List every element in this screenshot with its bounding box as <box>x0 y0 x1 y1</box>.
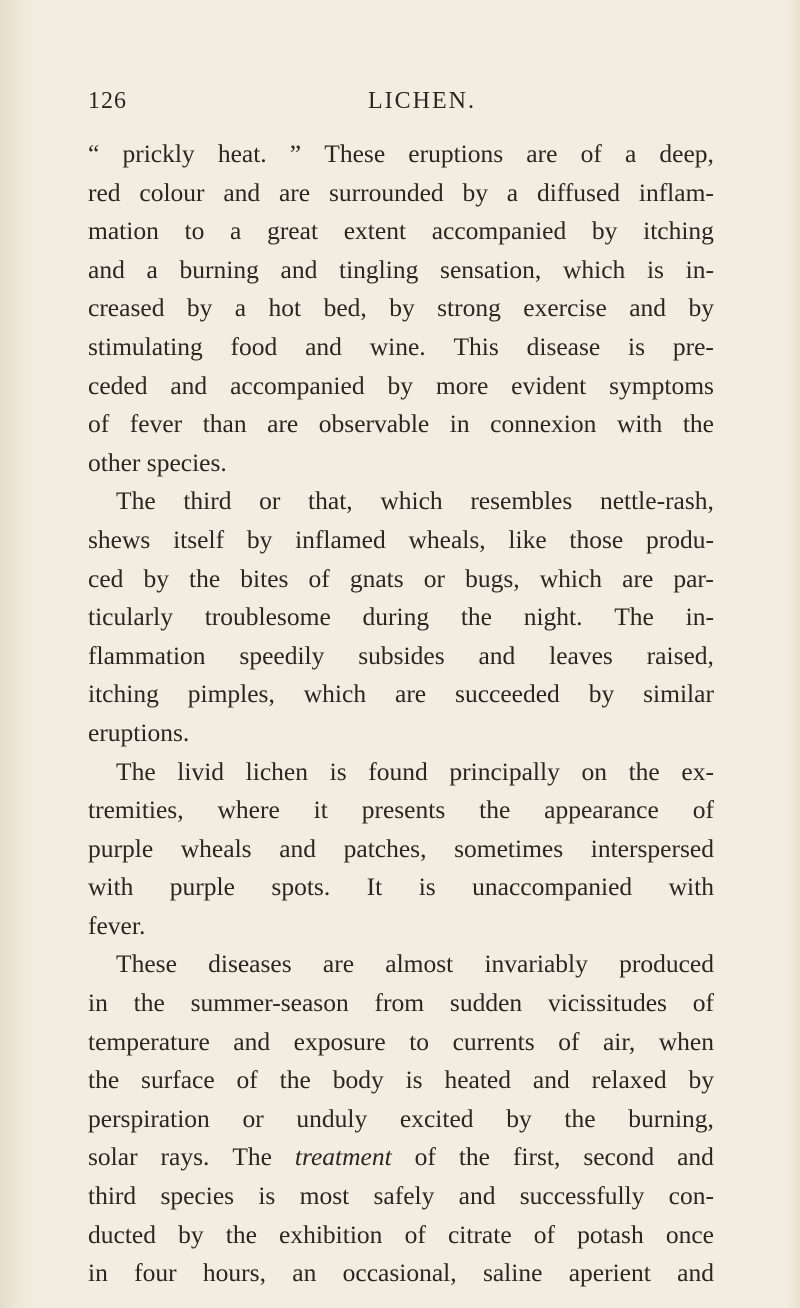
word: succeeded <box>455 679 560 709</box>
word: bed, <box>323 293 367 323</box>
word: invariably <box>484 949 588 979</box>
text-line <box>88 598 714 637</box>
word: aperient <box>568 1258 651 1288</box>
word: gnats <box>349 563 404 593</box>
word: par- <box>673 563 714 593</box>
word: by <box>178 1219 204 1249</box>
word: diffused <box>536 177 621 207</box>
word: solar <box>88 1142 138 1172</box>
text-line <box>88 367 714 406</box>
word: by <box>387 370 413 400</box>
word: wheals <box>180 833 252 863</box>
text-line <box>88 1216 714 1255</box>
word: and <box>305 331 342 361</box>
word: This <box>453 331 499 361</box>
word: species <box>160 1181 235 1211</box>
word: excited <box>399 1103 474 1133</box>
word: ” <box>289 139 302 168</box>
word: unduly <box>296 1103 368 1133</box>
word: The <box>116 486 156 516</box>
word: by <box>143 563 169 593</box>
word: heated <box>444 1065 511 1095</box>
word: are <box>278 177 311 207</box>
word: wheals, <box>408 524 486 554</box>
word: leaves <box>549 640 613 670</box>
word: a <box>230 216 242 246</box>
word: The <box>116 756 156 786</box>
word: and <box>233 1026 271 1056</box>
word: is <box>329 756 347 786</box>
word: a <box>146 254 158 284</box>
word: a <box>506 177 519 207</box>
word: of <box>88 409 110 439</box>
word: in- <box>685 602 714 632</box>
body-text <box>88 135 714 1293</box>
word: produced <box>619 949 714 979</box>
text-line <box>88 753 714 792</box>
word: a <box>624 139 637 168</box>
text-line <box>88 251 714 290</box>
word: fever <box>129 409 183 439</box>
word: to <box>184 216 205 246</box>
word: bugs, <box>465 563 520 593</box>
word: flammation <box>88 640 206 670</box>
word: safely <box>373 1181 435 1211</box>
text-line <box>88 907 714 946</box>
word: third <box>88 1181 137 1211</box>
text-line <box>88 212 714 251</box>
word: the <box>133 988 165 1018</box>
word: “ <box>88 139 100 168</box>
word: perspiration <box>88 1103 210 1133</box>
word: relaxed <box>591 1065 667 1095</box>
word: temperature <box>88 1026 210 1056</box>
word: once <box>665 1219 714 1249</box>
word: which <box>303 679 367 709</box>
word: the <box>458 1142 490 1172</box>
word: inflamed <box>295 524 386 554</box>
word: These <box>324 139 386 168</box>
word: produ- <box>646 524 714 554</box>
word: by <box>591 216 618 246</box>
text-line <box>88 1023 714 1062</box>
word: resembles <box>470 486 573 516</box>
word: purple <box>88 833 154 863</box>
word: night. <box>523 602 583 632</box>
word: by <box>462 177 488 207</box>
text-line <box>88 560 714 599</box>
word: colour <box>139 177 205 207</box>
word: which <box>380 486 443 516</box>
word: similar <box>643 679 714 709</box>
text-line <box>88 174 714 213</box>
word: appearance <box>544 795 659 825</box>
text-line <box>88 1177 714 1216</box>
word: the <box>279 1065 311 1095</box>
word: tremities, <box>88 795 184 825</box>
word: observable <box>318 409 430 439</box>
word: by <box>588 679 615 709</box>
word: where <box>217 795 280 825</box>
word: connexion <box>490 409 597 439</box>
word: food <box>230 331 278 361</box>
word: The <box>232 1142 272 1172</box>
word: sensation, <box>440 254 542 284</box>
text-line <box>88 328 714 367</box>
word: disease <box>526 331 601 361</box>
word: of <box>533 1219 556 1249</box>
word: of <box>404 1219 426 1249</box>
word: surface <box>141 1065 215 1095</box>
word: deep, <box>659 139 714 168</box>
text-line <box>88 868 714 907</box>
word: mation <box>88 216 159 246</box>
text-line <box>88 444 714 483</box>
word: sudden <box>449 988 523 1018</box>
word: presents <box>361 795 446 825</box>
word: more <box>435 370 489 400</box>
text-line <box>88 830 714 869</box>
page-gutter-shadow <box>0 0 36 1308</box>
word: to <box>409 1026 430 1056</box>
word: is <box>646 254 664 284</box>
word: ceded <box>88 370 148 400</box>
word: and <box>280 254 318 284</box>
word: eruptions <box>408 139 504 168</box>
word: than <box>202 409 247 439</box>
word: accompanied <box>431 216 567 246</box>
word: the <box>225 1219 257 1249</box>
word: red <box>88 177 121 207</box>
word: it <box>313 795 328 825</box>
word: nettle-rash, <box>599 486 714 516</box>
text-line <box>88 1254 714 1293</box>
word: the <box>564 1103 596 1133</box>
word: are <box>322 949 355 979</box>
word: in <box>88 1258 108 1288</box>
word: exhibition <box>279 1219 383 1249</box>
word: rays. <box>160 1142 210 1172</box>
word: the <box>189 563 221 593</box>
word: exercise <box>523 293 607 323</box>
text-line <box>88 637 714 676</box>
word: the <box>682 409 714 439</box>
word: itself <box>173 524 225 554</box>
word: ducted <box>88 1219 156 1249</box>
word: is <box>628 331 646 361</box>
word: eruptions. <box>88 717 190 747</box>
word: fever. <box>88 910 146 940</box>
word: the <box>88 1065 120 1095</box>
word: air, <box>602 1026 636 1056</box>
word: by <box>688 1065 714 1095</box>
page-number: 126 <box>88 88 127 114</box>
text-line <box>88 1100 714 1139</box>
word: diseases <box>208 949 292 979</box>
word: speedily <box>239 640 325 670</box>
word: The <box>614 602 654 632</box>
word: ex- <box>681 756 714 786</box>
word: of <box>580 139 602 168</box>
word: from <box>374 988 425 1018</box>
word: great <box>267 216 319 246</box>
text-line <box>88 405 714 444</box>
word: by <box>389 293 415 323</box>
word: the <box>628 756 660 786</box>
text-line <box>88 1138 714 1177</box>
word: troublesome <box>204 602 331 632</box>
word: third <box>183 486 232 516</box>
word: of <box>692 795 714 825</box>
word: and <box>677 1142 714 1172</box>
word: or <box>259 486 281 516</box>
word: lichen <box>245 756 308 786</box>
word: raised, <box>646 640 714 670</box>
word: is <box>405 1065 423 1095</box>
word: hot <box>268 293 302 323</box>
word: and <box>458 1181 496 1211</box>
word: treatment <box>294 1142 392 1172</box>
word: first, <box>512 1142 561 1172</box>
text-line <box>88 791 714 830</box>
word: are <box>267 409 299 439</box>
word: itching <box>643 216 714 246</box>
word: four <box>134 1258 177 1288</box>
page-edge-shadow <box>786 0 800 1308</box>
word: subsides <box>358 640 445 670</box>
word: currents <box>452 1026 535 1056</box>
word: livid <box>177 756 225 786</box>
word: almost <box>385 949 454 979</box>
word: on <box>581 756 607 786</box>
word: found <box>368 756 428 786</box>
word: potash <box>577 1219 644 1249</box>
word: of <box>692 988 714 1018</box>
word: It <box>366 872 383 902</box>
word: burning, <box>628 1103 714 1133</box>
running-head: LICHEN. <box>368 88 476 114</box>
word: and <box>478 640 516 670</box>
word: of <box>558 1026 580 1056</box>
word: spots. <box>271 872 331 902</box>
word: by <box>246 524 273 554</box>
word: surrounded <box>328 177 444 207</box>
word: body <box>332 1065 384 1095</box>
word: creased <box>88 293 165 323</box>
word: pre- <box>672 331 714 361</box>
word: with <box>668 872 714 902</box>
word: occasional, <box>342 1258 457 1288</box>
word: patches, <box>343 833 427 863</box>
word: exposure <box>293 1026 386 1056</box>
text-line <box>88 984 714 1023</box>
word: burning <box>179 254 259 284</box>
word: and <box>279 833 317 863</box>
word: a <box>234 293 247 323</box>
word: heat. <box>217 139 267 168</box>
word: and <box>532 1065 570 1095</box>
word: itching <box>88 679 159 709</box>
word: strong <box>437 293 501 323</box>
word: by <box>506 1103 532 1133</box>
word: by <box>688 293 714 323</box>
text-line <box>88 714 714 753</box>
word: hours, <box>202 1258 266 1288</box>
word: or <box>242 1103 264 1133</box>
page-header <box>88 88 728 122</box>
word: interspersed <box>590 833 714 863</box>
text-line <box>88 1061 714 1100</box>
word: extent <box>343 216 407 246</box>
word: saline <box>482 1258 543 1288</box>
word: when <box>658 1026 714 1056</box>
word: of <box>308 563 330 593</box>
word: inflam- <box>638 177 714 207</box>
word: unaccompanied <box>472 872 633 902</box>
word: purple <box>169 872 235 902</box>
word: pimples, <box>187 679 275 709</box>
word: the <box>479 795 511 825</box>
word: in- <box>685 254 714 284</box>
text-line <box>88 675 714 714</box>
word: second <box>583 1142 655 1172</box>
word: which <box>562 254 626 284</box>
word: which <box>539 563 603 593</box>
word: symptoms <box>609 370 714 400</box>
word: and <box>170 370 208 400</box>
word: is <box>418 872 436 902</box>
word: those <box>569 524 624 554</box>
word: stimulating <box>88 331 203 361</box>
word: These <box>116 949 177 979</box>
word: citrate <box>447 1219 512 1249</box>
word: that, <box>308 486 353 516</box>
word: of <box>414 1142 436 1172</box>
word: and <box>629 293 667 323</box>
word: or <box>423 563 446 593</box>
word: the <box>460 602 492 632</box>
word: and <box>88 254 125 284</box>
text-line <box>88 289 714 328</box>
word: con- <box>668 1181 714 1211</box>
word: principally <box>449 756 560 786</box>
word: and <box>677 1258 714 1288</box>
word: bites <box>240 563 289 593</box>
word: are <box>526 139 558 168</box>
word: ticularly <box>88 602 173 632</box>
text-line <box>88 521 714 560</box>
word: in <box>449 409 470 439</box>
word: with <box>616 409 663 439</box>
word: prickly <box>122 139 195 168</box>
word: wine. <box>369 331 426 361</box>
word: successfully <box>519 1181 645 1211</box>
word: vicissitudes <box>547 988 667 1018</box>
word: ced <box>88 563 124 593</box>
word: an <box>292 1258 317 1288</box>
word: evident <box>511 370 587 400</box>
word: in <box>88 988 108 1018</box>
word: shews <box>88 524 151 554</box>
word: are <box>395 679 427 709</box>
word: sometimes <box>454 833 564 863</box>
word: tingling <box>339 254 419 284</box>
word: with <box>88 872 134 902</box>
word: summer-season <box>190 988 349 1018</box>
word: accompanied <box>230 370 365 400</box>
word: by <box>186 293 213 323</box>
word: most <box>299 1181 350 1211</box>
word: during <box>362 602 430 632</box>
word: species. <box>146 447 227 477</box>
text-line <box>88 135 714 174</box>
word: like <box>508 524 547 554</box>
word: is <box>258 1181 276 1211</box>
text-line <box>88 945 714 984</box>
word: and <box>223 177 261 207</box>
word: are <box>622 563 654 593</box>
text-line <box>88 482 714 521</box>
word: of <box>236 1065 258 1095</box>
word: other <box>88 447 141 477</box>
